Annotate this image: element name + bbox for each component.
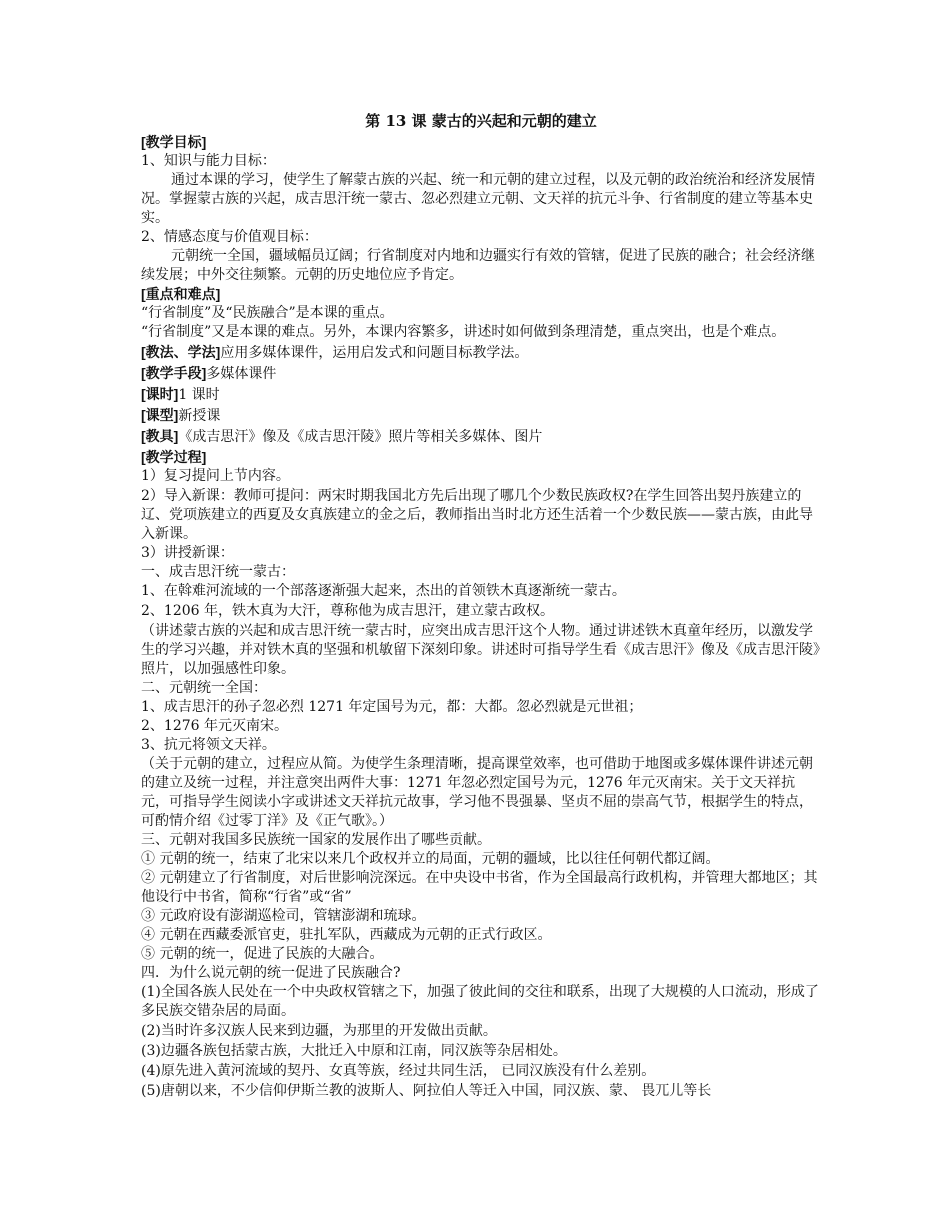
key-heading: [重点和难点] (141, 286, 221, 302)
process-line: 2、1276 年元灭南宋。 (141, 718, 288, 734)
hours-label: [课时] (141, 386, 179, 402)
process-line: （关于元朝的建立，过程应从简。为使学生条理清晰，提高课堂效率，也可借助于地图或多媒体课件讲述元朝的建立及统一过程，并注意突出两件大事：1271 年忽必烈定国号为元，1276 年元灭南宋。关于文天祥抗元，可指导学生阅读小字或讲述文天祥抗元故事，学习他不畏强暴、坚贞不屈的崇高气节，根据学生的特点，可酌情介绍《过零丁洋》及《正气歌》。） (141, 756, 813, 829)
tools-label: [教具] (141, 428, 179, 444)
emotion-label: 2、情感态度与价值观目标： (141, 229, 318, 245)
emotion-text: 元朝统一全国，疆域幅员辽阔；行省制度对内地和边疆实行有效的管辖，促进了民族的融合；社会经济继续发展；中外交往频繁。元朝的历史地位应予肯定。 (141, 248, 815, 283)
process-line: (4)原先进入黄河流域的契丹、女真等族，经过共同生活， 已同汉族没有什么差别。 (141, 1063, 656, 1079)
document-page (141, 112, 821, 1101)
process-line: 1、在斡难河流域的一个部落逐渐强大起来，杰出的首领铁木真逐渐统一蒙古。 (141, 583, 626, 599)
process-line: （讲述蒙古族的兴起和成吉思汗统一蒙古时，应突出成吉思汗这个人物。通过讲述铁木真童年经历，以激发学生的学习兴趣，并对铁木真的坚强和机敏留下深刻印象。讲述时可指导学生看《成吉思汗》像及《成吉思汗陵》照片，以加强感性印象。 (141, 623, 820, 677)
process-line: 三、元朝对我国多民族统一国家的发展作出了哪些贡献。 (141, 832, 491, 848)
process-line: 3、抗元将领文天祥。 (141, 737, 276, 753)
process-line: 一、成吉思汗统一蒙古： (141, 564, 295, 580)
process-line: ④ 元朝在西藏委派官吏，驻扎军队，西藏成为元朝的正式行政区。 (141, 927, 552, 943)
hours-line (141, 385, 821, 405)
process-line: 2、1206 年，铁木真为大汗，尊称他为成吉思汗，建立蒙古政权。 (141, 603, 554, 619)
process-line: ① 元朝的统一，结束了北宋以来几个政权并立的局面，元朝的疆域，比以往任何朝代都辽阔。 (141, 851, 720, 867)
method-line (141, 343, 821, 363)
process-line: ② 元朝建立了行省制度，对后世影响浣深远。在中央设中书省，作为全国最高行政机构，并管理大都地区；其他设行中书省，简称“行省”或“省” (141, 870, 818, 905)
key-line-1: “行省制度”及“民族融合”是本课的重点。 (141, 305, 394, 321)
process-line: (3)边疆各族包括蒙古族，大批迁入中原和江南，同汉族等杂居相处。 (141, 1043, 567, 1059)
objectives-heading: [教学目标] (141, 134, 207, 150)
process-line: 3）讲授新课： (141, 545, 234, 561)
knowledge-text: 通过本课的学习，使学生了解蒙古族的兴起、统一和元朝的建立过程，以及元朝的政治统治和经济发展情况。掌握蒙古族的兴起，成吉思汗统一蒙古、忽必烈建立元朝、文天祥的抗元斗争、行省制度的建立等基本史实。 (141, 172, 815, 226)
process-line: 2）导入新课：教师可提问：两宋时期我国北方先后出现了哪几个少数民族政权?在学生回答出契丹族建立的辽、党项族建立的西夏及女真族建立的金之后，教师指出当时北方还生活着一个少数民族——蒙古族，由此导入新课。 (141, 488, 813, 542)
process-line: 四．为什么说元朝的统一促进了民族融合? (141, 965, 401, 981)
method-label: [教法、学法] (141, 344, 221, 360)
process-line: 二、元朝统一全国： (141, 680, 267, 696)
knowledge-label: 1、知识与能力目标： (141, 153, 276, 169)
process-line: (2)当时许多汉族人民来到边疆，为那里的开发做出贡献。 (141, 1023, 497, 1039)
tools-line (141, 427, 821, 447)
hours-text: 1 课时 (178, 387, 220, 403)
type-label: [课型] (141, 407, 179, 423)
process-line: ⑤ 元朝的统一，促进了民族的大融合。 (141, 946, 384, 962)
process-line: 1）复习提问上节内容。 (141, 468, 290, 484)
type-line (141, 406, 821, 426)
key-line-2: “行省制度”又是本课的难点。另外，本课内容繁多，讲述时如何做到条理清楚，重点突出，也是个难点。 (141, 324, 786, 340)
tools-text: 《成吉思汗》像及《成吉思汗陵》照片等相关多媒体、图片 (178, 429, 543, 445)
process-line: (5)唐朝以来，不少信仰伊斯兰教的波斯人、阿拉伯人等迁入中国，同汉族、蒙、 畏兀儿等长 (141, 1083, 712, 1099)
means-text: 多媒体课件 (206, 366, 277, 382)
means-label: [教学手段] (141, 365, 207, 381)
page-title: 第 13 课 蒙古的兴起和元朝的建立 (365, 112, 597, 130)
process-line: 1、成吉思汗的孙子忽必烈 1271 年定国号为元，都：大都。忽必烈就是元世祖； (141, 699, 643, 715)
type-text: 新授课 (178, 408, 221, 424)
means-line (141, 364, 821, 384)
process-heading: [教学过程] (141, 449, 207, 465)
process-line: (1)全国各族人民处在一个中央政权管辖之下，加强了彼此间的交往和联系，出现了大规模的人口流动，形成了多民族交错杂居的局面。 (141, 984, 819, 1019)
method-text: 应用多媒体课件，运用启发式和问题目标教学法。 (220, 345, 529, 361)
process-line: ③ 元政府设有澎湖巡检司，管辖澎湖和琉球。 (141, 908, 426, 924)
